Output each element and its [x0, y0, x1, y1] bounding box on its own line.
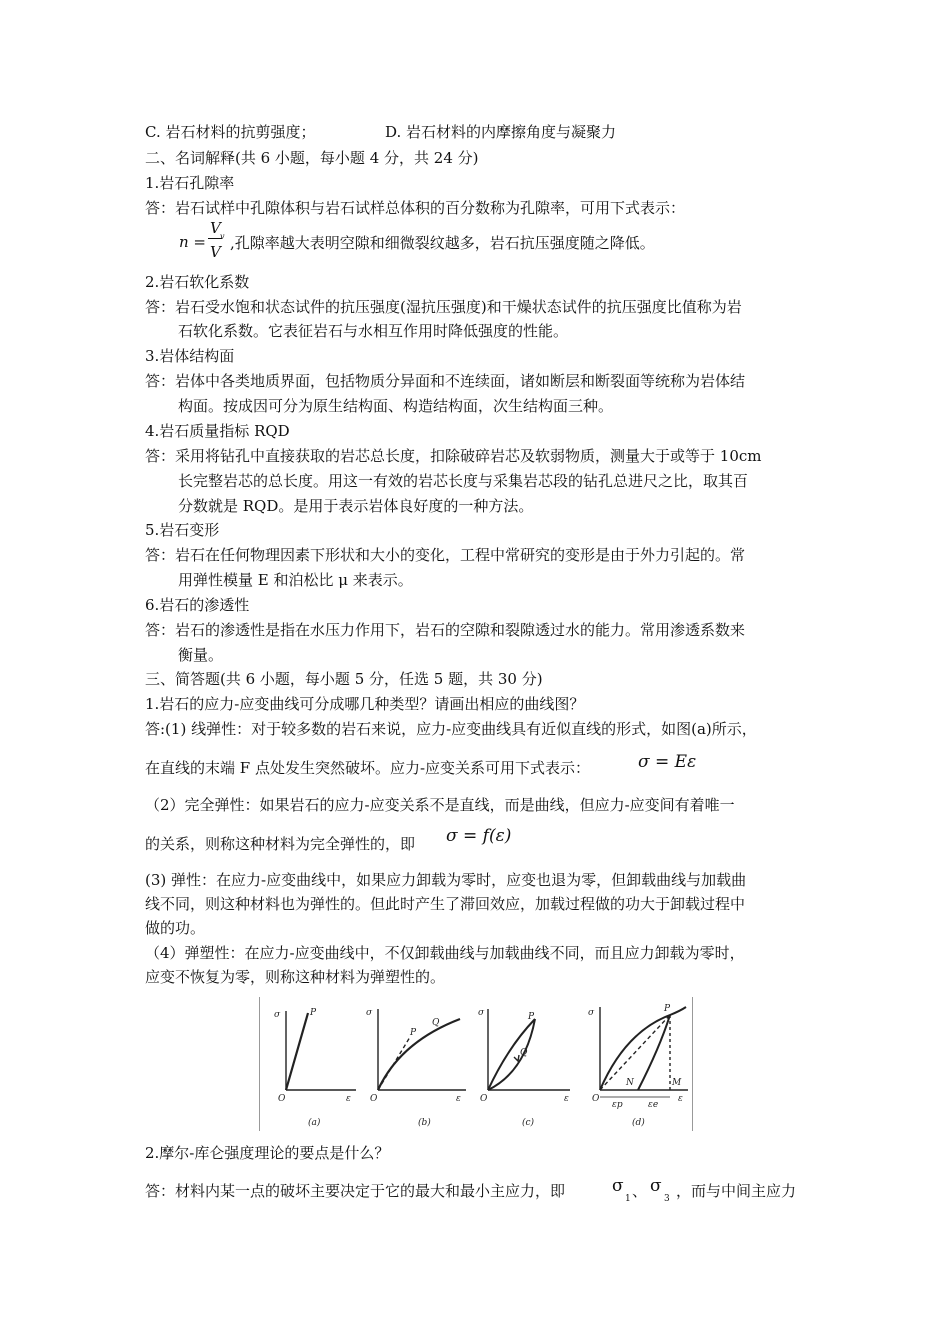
- label-c-Q: Q: [520, 1048, 528, 1058]
- label-c-origin: O: [480, 1094, 488, 1104]
- question-1-answer-line5: (3) 弹性：在应力-应变曲线中，如果应力卸载为零时，应变也退为零，但卸载曲线与加载曲: [145, 871, 747, 889]
- term-3-answer-line2: 构面。按成因可分为原生结构面、构造结构面，次生结构面三种。: [178, 397, 614, 415]
- porosity-subscript: v: [220, 232, 225, 241]
- caption-a: (a): [308, 1118, 321, 1128]
- porosity-numerator: V: [210, 219, 221, 237]
- enum-comma: 、: [632, 1182, 648, 1200]
- label-d-sigma: σ: [588, 1008, 595, 1018]
- question-1-title: 1.岩石的应力-应变曲线可分成哪几种类型？请画出相应的曲线图？: [145, 695, 585, 713]
- label-c-sigma: σ: [478, 1008, 485, 1018]
- curve-b: [378, 1019, 460, 1090]
- label-a-origin: O: [278, 1094, 286, 1104]
- curve-b-secant: [378, 1037, 410, 1090]
- caption-b: (b): [418, 1118, 431, 1128]
- term-1-title: 1.岩石孔隙率: [145, 174, 235, 192]
- term-4-answer-line3: 分数就是 RQD。是用于表示岩体良好度的一种方法。: [178, 497, 534, 515]
- term-2-title: 2.岩石软化系数: [145, 273, 250, 291]
- sigma-3: σ: [650, 1176, 662, 1196]
- option-d: D. 岩石材料的内摩擦角度与凝聚力: [385, 123, 617, 141]
- nonlinear-formula: σ = f(ε): [446, 826, 512, 846]
- porosity-formula-lhs: n =: [179, 233, 206, 251]
- question-1-answer-line1: 答:(1) 线弹性：对于较多数的岩石来说，应力-应变曲线具有近似直线的形式，如图(a)所示，: [145, 720, 757, 738]
- question-1-answer-line3: （2）完全弹性：如果岩石的应力-应变关系不是直线，而是曲线，但应力-应变间有着唯一: [145, 796, 735, 814]
- term-4-answer-line2: 长完整岩芯的总长度。用这一有效的岩芯长度与采集岩芯段的钻孔总进尺之比，取其百: [178, 472, 749, 490]
- term-5-answer-line1: 答：岩石在任何物理因素下形状和大小的变化，工程中常研究的变形是由于外力引起的。常: [145, 546, 746, 564]
- caption-d: (d): [632, 1118, 645, 1128]
- term-4-answer-line1: 答：采用将钻孔中直接获取的岩芯总长度，扣除破碎岩芯及软弱物质，测量大于或等于 10cm: [145, 447, 762, 465]
- curve-c-arrow: [514, 1055, 519, 1061]
- section-3-heading: 三、简答题(共 6 小题，每小题 5 分，任选 5 题，共 30 分): [145, 670, 543, 688]
- curve-c-load: [488, 1019, 535, 1090]
- curve-d-unload: [638, 1015, 670, 1090]
- term-6-title: 6.岩石的渗透性: [145, 596, 250, 614]
- label-a-sigma: σ: [274, 1010, 281, 1020]
- label-d-origin: O: [592, 1094, 600, 1104]
- question-2-answer-line1: 答：材料内某一点的破坏主要决定于它的最大和最小主应力，即: [145, 1182, 566, 1200]
- question-2-title: 2.摩尔-库仑强度理论的要点是什么？: [145, 1144, 390, 1162]
- question-1-answer-line9: 应变不恢复为零，则称这种材料为弹塑性的。: [145, 968, 446, 986]
- label-d-P: P: [664, 1004, 671, 1014]
- label-d-ep: εp: [612, 1100, 623, 1110]
- label-b-P: P: [410, 1028, 417, 1038]
- term-3-answer-line1: 答：岩体中各类地质界面，包括物质分异面和不连续面，诸如断层和断裂面等统称为岩体结: [145, 372, 746, 390]
- fraction-bar: [208, 238, 222, 239]
- label-b-eps: ε: [456, 1094, 461, 1104]
- sigma-1: σ: [612, 1176, 624, 1196]
- stress-strain-figure: [259, 997, 693, 1131]
- porosity-denominator: V: [210, 243, 221, 261]
- question-1-answer-line2: 在直线的末端 F 点处发生突然破坏。应力-应变关系可用下式表示：: [145, 759, 591, 777]
- term-3-title: 3.岩体结构面: [145, 347, 235, 365]
- label-b-Q: Q: [432, 1018, 440, 1028]
- curve-c-unload: [488, 1019, 535, 1090]
- label-c-eps: ε: [564, 1094, 569, 1104]
- label-d-M: M: [672, 1078, 682, 1088]
- curve-d-secant: [600, 1015, 670, 1090]
- question-1-answer-line4: 的关系，则称这种材料为完全弹性的，即: [145, 835, 416, 853]
- term-1-answer-line1: 答：岩石试样中孔隙体积与岩石试样总体积的百分数称为孔隙率，可用下式表示：: [145, 199, 686, 217]
- question-1-answer-line8: （4）弹塑性：在应力-应变曲线中，不仅卸载曲线与加载曲线不同，而且应力卸载为零时，: [145, 944, 745, 962]
- term-1-answer-line2: ,孔隙率越大表明空隙和细微裂纹越多，岩石抗压强度随之降低。: [230, 234, 655, 252]
- stress-strain-curves: [260, 997, 692, 1131]
- sigma-3-subscript: 3: [664, 1194, 670, 1204]
- term-2-answer-line2: 石软化系数。它表征岩石与水相互作用时降低强度的性能。: [178, 322, 569, 340]
- term-5-title: 5.岩石变形: [145, 521, 220, 539]
- term-6-answer-line1: 答：岩石的渗透性是指在水压力作用下，岩石的空隙和裂隙透过水的能力。常用渗透系数来: [145, 621, 746, 639]
- option-c: C. 岩石材料的抗剪强度；: [145, 123, 316, 141]
- label-b-origin: O: [370, 1094, 378, 1104]
- term-6-answer-line2: 衡量。: [178, 646, 224, 664]
- question-1-answer-line7: 做的功。: [145, 919, 206, 937]
- hooke-formula: σ = Eε: [638, 752, 697, 772]
- caption-c: (c): [522, 1118, 535, 1128]
- label-a-P: P: [310, 1008, 317, 1018]
- question-1-answer-line6: 线不同，则这种材料也为弹性的。但此时产生了滞回效应，加载过程做的功大于卸载过程中: [145, 895, 746, 913]
- question-2-answer-line1-end: ，而与中间主应力: [676, 1182, 797, 1200]
- label-c-P: P: [528, 1012, 535, 1022]
- label-d-eps: ε: [678, 1094, 683, 1104]
- term-2-answer-line1: 答：岩石受水饱和状态试件的抗压强度(湿抗压强度)和干燥状态试件的抗压强度比值称为岩: [145, 298, 742, 316]
- term-4-title: 4.岩石质量指标 RQD: [145, 422, 290, 440]
- label-b-sigma: σ: [366, 1008, 373, 1018]
- label-a-eps: ε: [346, 1094, 351, 1104]
- curve-a: [286, 1013, 308, 1090]
- sigma-1-subscript: 1: [625, 1194, 631, 1204]
- label-d-N: N: [626, 1078, 634, 1088]
- label-d-ee: εe: [648, 1100, 659, 1110]
- section-2-heading: 二、名词解释(共 6 小题，每小题 4 分，共 24 分): [145, 149, 479, 167]
- term-5-answer-line2: 用弹性模量 E 和泊松比 μ 来表示。: [178, 571, 413, 589]
